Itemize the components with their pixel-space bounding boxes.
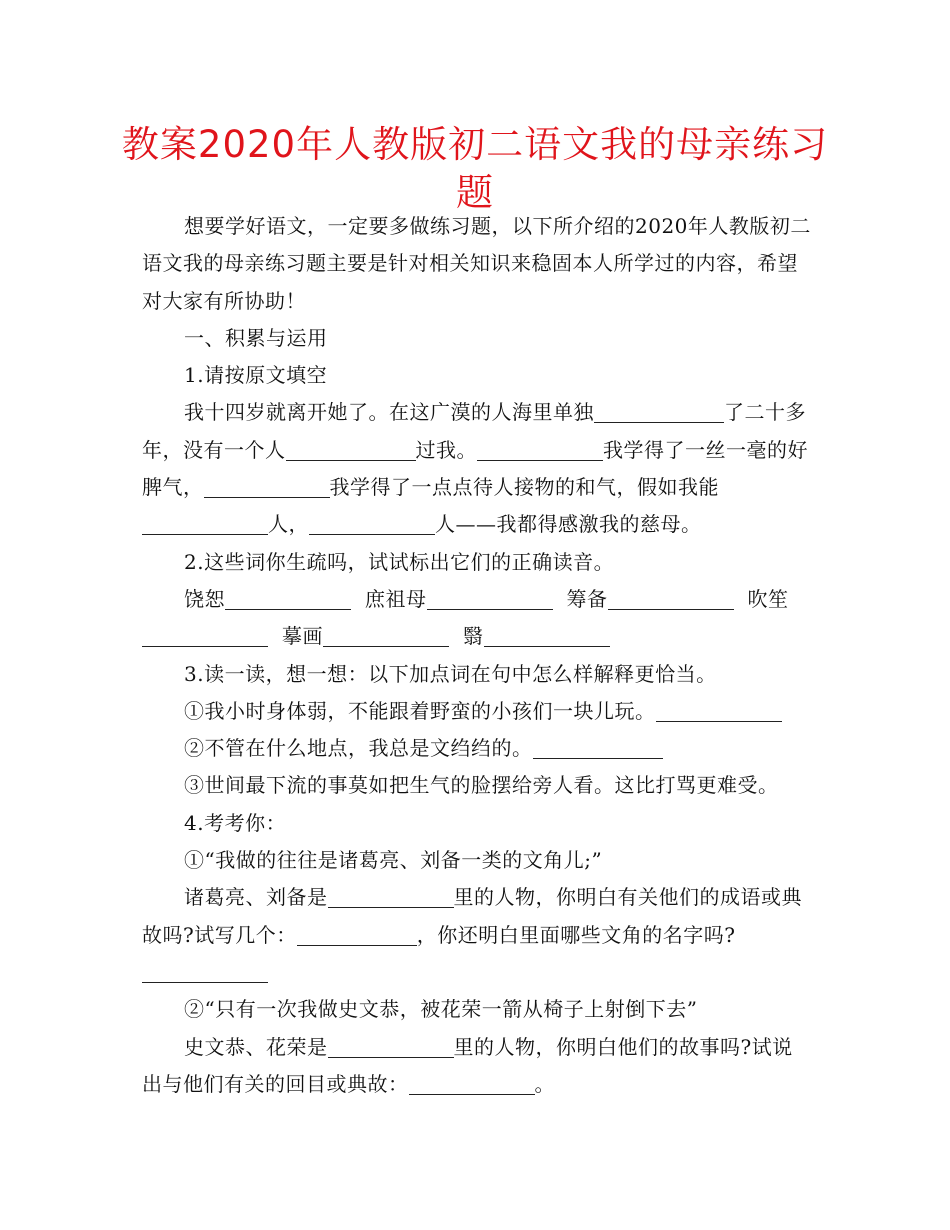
fill-blank[interactable] [328, 1035, 454, 1058]
q1-text-3: 过我。 [415, 437, 477, 462]
q3-item-3: ③世间最下流的事莫如把生气的脸摆给旁人看。这比打骂更难受。 [184, 773, 779, 798]
intro-text-2: 年人教版初二语文我的母亲练习题主要是针对相关知识来稳固本人所学过的内容，希望对大家有所协助！ [142, 214, 811, 313]
intro-paragraph [142, 208, 812, 320]
q4-quote-1: ①“我做的往往是诸葛亮、刘备一类的文角儿;” [184, 848, 603, 873]
intro-text-1: 想要学好语文，一定要多做练习题，以下所介绍的 [184, 214, 635, 238]
q2-heading: 2.这些词你生疏吗，试试标出它们的正确读音。 [184, 549, 615, 574]
q2-words [142, 581, 812, 656]
fill-blank[interactable] [608, 587, 734, 610]
q1-text-7: 人——我都得感激我的慈母。 [435, 512, 702, 537]
section-heading: 一、积累与运用 [184, 325, 328, 350]
fill-blank[interactable] [142, 960, 268, 983]
q1-text-5: 我学得了一点点待人接物的和气，假如我能 [329, 475, 719, 500]
q4-q1-text-a: 诸葛亮、刘备是 [184, 885, 328, 910]
word-item: 饶恕 [184, 586, 225, 611]
q3-item-1-text: ①我小时身体弱，不能跟着野蛮的小孩们一块儿玩。 [184, 698, 656, 723]
q1-text-4: 我学得了一丝一毫的好脾气， [142, 437, 808, 500]
word-item: 吹笙 [747, 586, 789, 611]
q3-item-2-text: ②不管在什么地点，我总是文绉绉的。 [184, 736, 533, 761]
fill-blank[interactable] [484, 624, 610, 647]
fill-blank[interactable] [477, 438, 603, 461]
fill-blank[interactable] [142, 624, 268, 647]
fill-blank[interactable] [142, 512, 268, 535]
q4-question-2 [142, 1029, 812, 1104]
q4-q2-text-b: 里的人物，你明白他们的故事吗?试说出与他们有关的回目或典故： [142, 1034, 793, 1096]
q3-item-2 [142, 730, 812, 767]
word-item: 筹备 [566, 586, 608, 611]
fill-blank[interactable] [309, 512, 435, 535]
q4-quote-2: ②“只有一次我做史文恭，被花荣一箭从椅子上射倒下去” [184, 997, 698, 1022]
fill-blank[interactable] [656, 699, 774, 722]
word-item: 庶祖母 [365, 586, 427, 611]
q1-text-2: 了二十多年，没有一个人 [142, 400, 806, 462]
fill-blank[interactable] [594, 400, 724, 423]
fill-blank[interactable] [533, 736, 663, 759]
fill-blank[interactable] [774, 699, 782, 722]
q4-heading: 4.考考你： [184, 810, 287, 835]
word-item: 摹画 [282, 624, 323, 649]
q1-passage [142, 394, 812, 543]
fill-blank[interactable] [409, 1072, 535, 1095]
fill-blank[interactable] [323, 624, 449, 647]
fill-blank[interactable] [286, 438, 416, 461]
fill-blank[interactable] [297, 923, 417, 946]
fill-blank[interactable] [427, 587, 553, 610]
q4-question-1 [142, 879, 812, 991]
intro-year: 2020 [635, 214, 688, 238]
q3-heading: 3.读一读，想一想：以下加点词在句中怎么样解释更恰当。 [184, 661, 717, 686]
document-title-line2: 题 [456, 171, 494, 214]
fill-blank[interactable] [225, 587, 351, 610]
q4-q2-text-c: 。 [534, 1071, 555, 1096]
fill-blank[interactable] [328, 885, 454, 908]
document-title-line1: 教案2020年人教版初二语文我的母亲练习 [121, 123, 829, 166]
q4-q1-text-b: 里的人物，你明白有关他们的成语或典故吗?试写几个： [142, 885, 802, 947]
q4-q2-text-a: 史文恭、花荣是 [184, 1034, 328, 1059]
q3-item-1 [142, 693, 812, 730]
q1-text-6: 人， [268, 512, 309, 537]
q1-heading: 1.请按原文填空 [184, 363, 328, 388]
q4-q1-text-c: ，你还明白里面哪些文角的名字吗? [416, 922, 736, 947]
word-item: 翳 [463, 624, 484, 649]
document-body [142, 208, 812, 1103]
q1-text-1: 我十四岁就离开她了。在这广漠的人海里单独 [184, 400, 594, 425]
fill-blank[interactable] [204, 475, 330, 498]
